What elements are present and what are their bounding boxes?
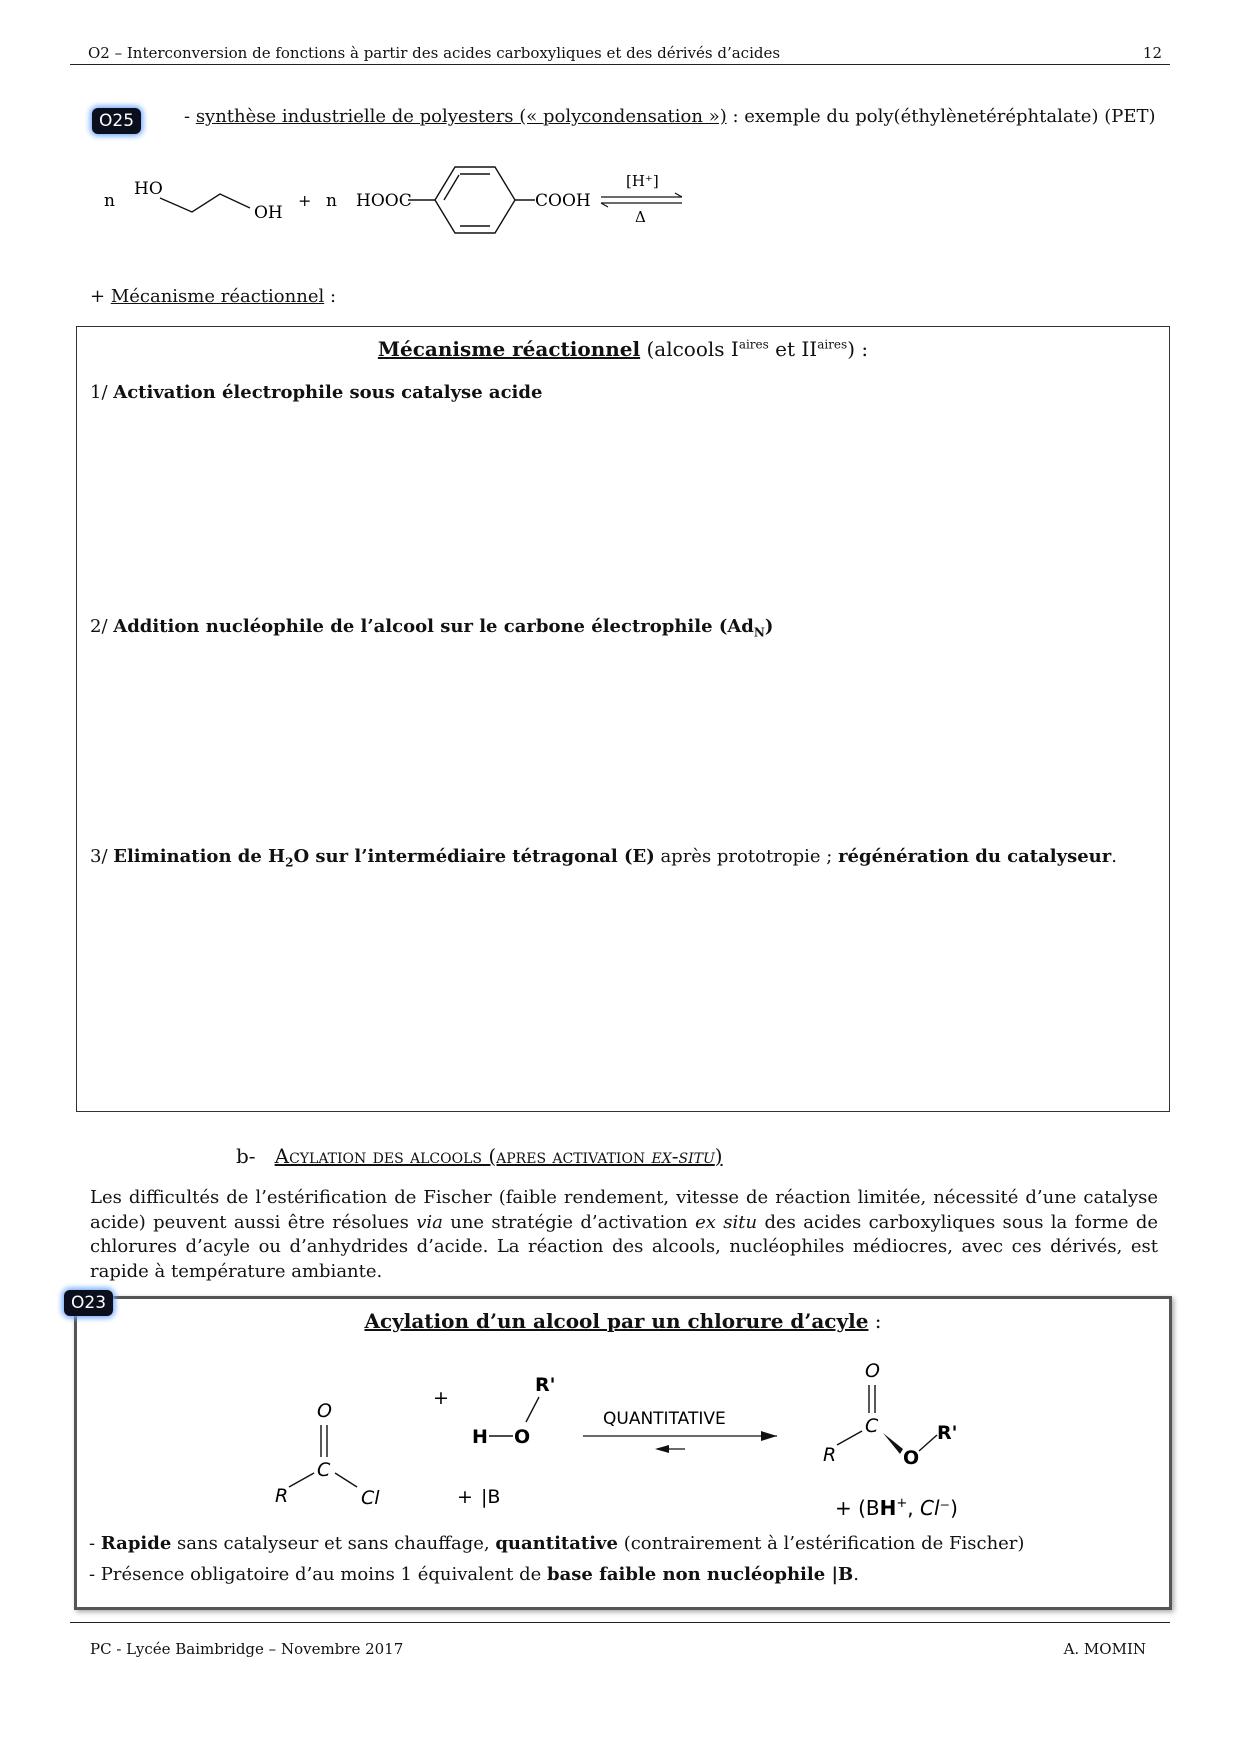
eq-catalyst: [H⁺] <box>626 172 659 190</box>
section-b-heading <box>236 1144 723 1168</box>
step2-num: 2/ <box>90 616 114 637</box>
mechanism-title <box>77 337 1169 361</box>
step3-c: après prototropie ; <box>654 846 839 867</box>
header-title: O2 – Interconversion de fonctions à partir des acides carboxyliques et des dérivés d’acides <box>88 44 781 62</box>
para-via: via <box>416 1211 443 1233</box>
b1-d: quantitative <box>495 1533 618 1554</box>
eq-n1: n <box>104 191 115 211</box>
b1-b: Rapide <box>100 1533 172 1554</box>
s-r3: R <box>823 1444 837 1466</box>
mechanism-step-1 <box>90 382 542 403</box>
b1-e: (contrairement à l’estérification de Fischer) <box>617 1533 1025 1554</box>
page-footer <box>90 1640 1146 1658</box>
s-rp1: R' <box>535 1374 556 1396</box>
s-byprod-c: ⁻) <box>939 1496 958 1520</box>
step1-text: Activation électrophile sous catalyse acide <box>113 382 543 403</box>
o23-tag: O23 <box>64 1290 113 1316</box>
acylation-title-text: Acylation d’un alcool par un chlorure d’acyle <box>364 1309 869 1333</box>
mechanism-box <box>76 326 1170 1112</box>
step3-b: O sur l’intermédiaire tétragonal (E) <box>293 846 655 867</box>
acylation-title-suffix: : <box>868 1309 882 1333</box>
para-part2: une stratégie d’activation <box>442 1211 696 1233</box>
step2-end: ) <box>764 616 774 637</box>
step3-e: . <box>1111 846 1117 867</box>
acylation-box <box>74 1296 1172 1610</box>
s-c3: C <box>865 1415 879 1437</box>
eq-plus: + <box>298 191 312 210</box>
s-byprod-sup: + <box>896 1496 908 1511</box>
acylation-bullet-2 <box>89 1564 859 1585</box>
section-b-num: b- <box>236 1144 256 1168</box>
footer-right: A. MOMIN <box>1063 1640 1146 1658</box>
acylation-scheme <box>77 1339 1167 1529</box>
s-o1: O <box>317 1400 332 1422</box>
o25-intro <box>184 106 1174 127</box>
s-byprod-h: H <box>879 1496 897 1520</box>
eq-hooc: HOOC <box>356 191 412 211</box>
footer-rule <box>70 1622 1170 1623</box>
s-o3: O <box>865 1360 880 1382</box>
s-plus2: + <box>457 1486 473 1508</box>
mechanism-label-text: Mécanisme réactionnel <box>110 286 325 307</box>
step3-d: régénération du catalyseur <box>838 846 1112 867</box>
s-o4: O <box>903 1447 920 1469</box>
s-r1: R <box>275 1485 289 1507</box>
pet-reaction-scheme <box>90 150 710 240</box>
eq-cooh: COOH <box>535 191 591 211</box>
s-c1: C <box>317 1459 331 1481</box>
para-part1: Les difficultés de l’estérification de Fischer (faible rendement, vitesse de réaction limitée, nécessité d’une catalyse acide) peuvent aussi être résolues <box>90 1187 1158 1233</box>
s-rp2: R' <box>937 1422 958 1444</box>
section-b-title <box>275 1144 723 1168</box>
mechanism-label <box>90 286 336 307</box>
b1-a: - <box>89 1533 101 1554</box>
glycol-chain <box>160 194 250 212</box>
mechanism-step-2 <box>90 616 773 640</box>
s-byprod-b: , <box>907 1496 921 1520</box>
s-arrow-label: QUANTITATIVE <box>603 1409 726 1429</box>
eq-heat: Δ <box>635 208 646 226</box>
section-b-paragraph <box>90 1186 1158 1284</box>
section-b-title-a: Acylation des alcools (apres activation <box>274 1144 652 1168</box>
acylation-bullet-1 <box>89 1533 1024 1554</box>
mechanism-label-suffix: : <box>324 286 337 307</box>
step1-num: 1/ <box>90 382 114 403</box>
eq-oh: OH <box>254 203 283 223</box>
mechanism-title-c: ) : <box>847 337 869 361</box>
step2-sub: N <box>753 625 765 640</box>
para-exsitu: ex situ <box>695 1211 758 1233</box>
step3-a: Elimination de H <box>113 846 286 867</box>
o25-tag: O25 <box>92 108 141 134</box>
s-o2: O <box>514 1426 531 1448</box>
wedge-bond <box>883 1433 903 1454</box>
b2-b: base faible non nucléophile <box>547 1564 832 1585</box>
mechanism-title-b: et II <box>768 337 818 361</box>
b2-d: . <box>853 1564 859 1585</box>
mechanism-title-main: Mécanisme réactionnel <box>377 337 641 361</box>
s-h: H <box>472 1426 488 1448</box>
eq-ho: HO <box>134 179 163 199</box>
step3-sub: 2 <box>285 855 294 870</box>
header-rule <box>70 64 1170 65</box>
o25-intro-prefix: - <box>184 106 196 127</box>
section-b-title-b: ) <box>714 1144 723 1168</box>
b1-c: sans catalyseur et sans chauffage, <box>171 1533 496 1554</box>
page-header <box>88 44 1170 62</box>
o25-intro-link: synthèse industrielle de polyesters (« polycondensation ») <box>195 106 727 127</box>
s-byproduct <box>835 1496 958 1520</box>
s-cl: Cl <box>361 1487 380 1509</box>
s-base: |B <box>481 1486 501 1508</box>
o25-intro-rest: : exemple du poly(éthylènetéréphtalate) (PET) <box>726 106 1156 127</box>
para-part3: des acides carboxyliques sous la forme de chlorures d’acyle ou d’anhydrides d’acide. La réaction des alcools, nucléophiles médiocres, avec ces dérivés, est rapide à température ambiante. <box>90 1211 1158 1282</box>
b2-a: - Présence obligatoire d’au moins 1 équivalent de <box>89 1564 547 1585</box>
mechanism-title-a: (alcools I <box>640 337 739 361</box>
b2-c: |B <box>831 1564 854 1585</box>
s-plus1: + <box>433 1387 449 1409</box>
section-b-title-em: ex-situ <box>651 1144 715 1168</box>
mechanism-label-prefix: + <box>90 286 111 307</box>
mechanism-step-3 <box>90 846 1117 870</box>
acylation-title <box>77 1309 1169 1333</box>
mechanism-sup2: aires <box>817 337 848 352</box>
eq-n2: n <box>326 191 337 211</box>
benzene-ring <box>435 167 515 233</box>
mechanism-sup1: aires <box>738 337 769 352</box>
s-byprod-a: + (B <box>835 1496 880 1520</box>
s-byprod-cl: Cl <box>920 1496 940 1520</box>
page-number: 12 <box>1142 44 1162 62</box>
step2-text: Addition nucléophile de l’alcool sur le carbone électrophile (Ad <box>113 616 754 637</box>
step3-num: 3/ <box>90 846 114 867</box>
footer-left: PC - Lycée Baimbridge – Novembre 2017 <box>90 1640 404 1658</box>
